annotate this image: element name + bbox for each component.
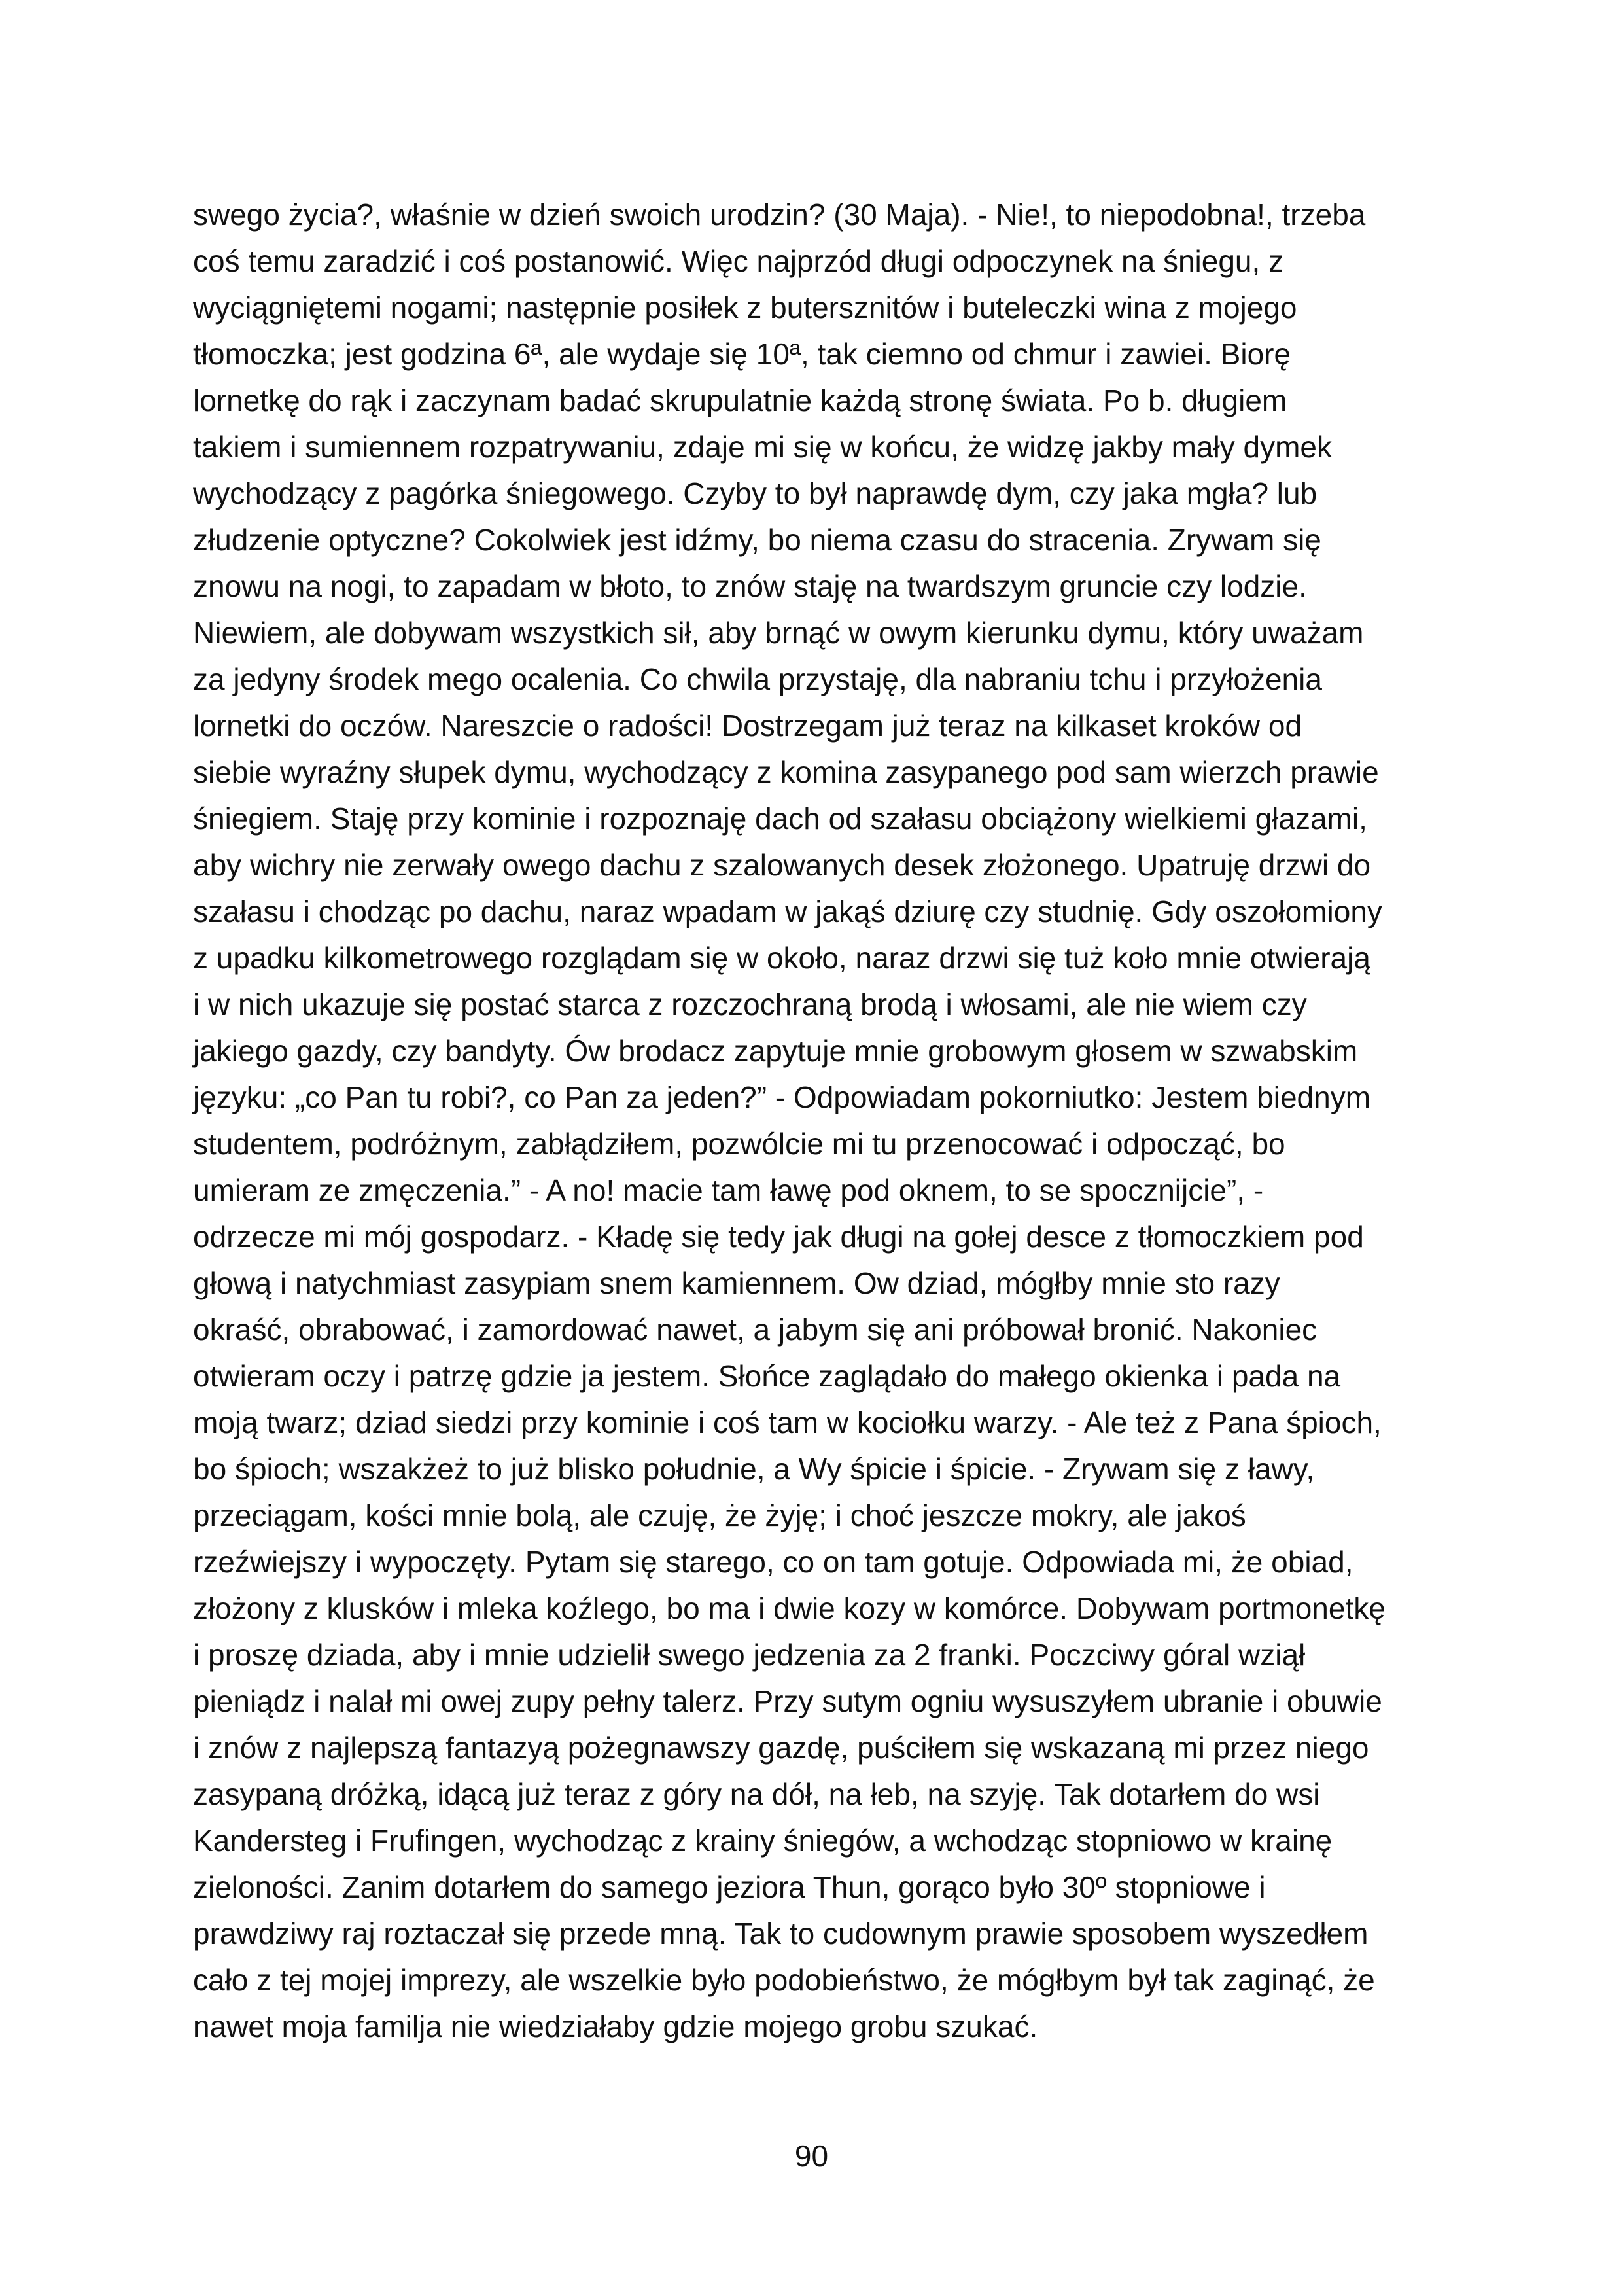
text-line: pieniądz i nalał mi owej zupy pełny talerz. Przy sutym ogniu wysuszyłem ubranie i obuwie	[193, 1684, 1382, 1718]
text-line: wychodzący z pagórka śniegowego. Czyby to był naprawdę dym, czy jaka mgła? lub	[193, 476, 1318, 510]
text-line: prawdziwy raj roztaczał się przede mną. Tak to cudownym prawie sposobem wyszedłem	[193, 1916, 1369, 1951]
text-line: i proszę dziada, aby i mnie udzielił swego jedzenia za 2 franki. Poczciwy góral wziął	[193, 1638, 1306, 1672]
text-line: przeciągam, kości mnie bolą, ale czuję, że żyję; i choć jeszcze mokry, ale jakoś	[193, 1498, 1246, 1532]
text-line: umieram ze zmęczenia.” - A no! macie tam ławę pod oknem, to se spocznijcie”, -	[193, 1173, 1264, 1207]
text-line: rzeźwiejszy i wypoczęty. Pytam się starego, co on tam gotuje. Odpowiada mi, że obiad,	[193, 1545, 1353, 1579]
text-line: tłomoczka; jest godzina 6ª, ale wydaje się 10ª, tak ciemno od chmur i zawiei. Biorę	[193, 337, 1291, 371]
text-line: zasypaną dróżką, idącą już teraz z góry na dół, na łeb, na szyję. Tak dotarłem do wsi	[193, 1777, 1320, 1811]
text-line: Kandersteg i Frufingen, wychodząc z krainy śniegów, a wchodząc stopniowo w krainę	[193, 1824, 1333, 1858]
text-line: śniegiem. Staję przy kominie i rozpoznaję dach od szałasu obciążony wielkiemi głazami,	[193, 802, 1367, 836]
text-line: otwieram oczy i patrzę gdzie ja jestem. Słońce zaglądało do małego okienka i pada na	[193, 1359, 1341, 1393]
text-line: jakiego gazdy, czy bandyty. Ów brodacz zapytuje mnie grobowym głosem w szwabskim	[193, 1034, 1358, 1068]
text-line: szałasu i chodząc po dachu, naraz wpadam w jakąś dziurę czy studnię. Gdy oszołomiony	[193, 894, 1382, 928]
text-line: lornetkę do rąk i zaczynam badać skrupulatnie każdą stronę świata. Po b. długiem	[193, 383, 1287, 417]
body-text	[193, 192, 1462, 2050]
text-line: nawet moja familja nie wiedziałaby gdzie mojego grobu szukać.	[193, 2009, 1038, 2043]
text-line: cało z tej mojej imprezy, ale wszelkie było podobieństwo, że mógłbym był tak zaginąć, że	[193, 1963, 1375, 1997]
text-line: odrzecze mi mój gospodarz. - Kładę się tedy jak długi na gołej desce z tłomoczkiem pod	[193, 1220, 1364, 1254]
text-line: studentem, podróżnym, zabłądziłem, pozwólcie mi tu przenocować i odpocząć, bo	[193, 1127, 1285, 1161]
text-line: i znów z najlepszą fantazyą pożegnawszy gazdę, puściłem się wskazaną mi przez niego	[193, 1731, 1369, 1765]
text-line: bo śpioch; wszakżeż to już blisko południe, a Wy śpicie i śpicie. - Zrywam się z ławy,	[193, 1452, 1315, 1486]
text-line: lornetki do oczów. Nareszcie o radości! Dostrzegam już teraz na kilkaset kroków od	[193, 709, 1302, 743]
text-line: coś temu zaradzić i coś postanowić. Więc najprzód długi odpoczynek na śniegu, z	[193, 244, 1284, 278]
text-line: z upadku kilkometrowego rozglądam się w około, naraz drzwi się tuż koło mnie otwierają	[193, 941, 1370, 975]
text-line: okraść, obrabować, i zamordować nawet, a jabym się ani próbował bronić. Nakoniec	[193, 1313, 1318, 1347]
text-line: zieloności. Zanim dotarłem do samego jeziora Thun, gorąco było 30º stopniowe i	[193, 1870, 1266, 1904]
text-line: swego życia?, właśnie w dzień swoich urodzin? (30 Maja). - Nie!, to niepodobna!, trzeba	[193, 198, 1366, 232]
text-line: głową i natychmiast zasypiam snem kamiennem. Ow dziad, mógłby mnie sto razy	[193, 1266, 1280, 1300]
text-line: moją twarz; dziad siedzi przy kominie i coś tam w kociołku warzy. - Ale też z Pana śpioch,	[193, 1405, 1382, 1439]
text-line: Niewiem, ale dobywam wszystkich sił, aby brnąć w owym kierunku dymu, który uważam	[193, 616, 1364, 650]
text-line: za jedyny środek mego ocalenia. Co chwila przystaję, dla nabraniu tchu i przyłożenia	[193, 662, 1322, 696]
text-line: i w nich ukazuje się postać starca z rozczochraną brodą i włosami, ale nie wiem czy	[193, 987, 1307, 1021]
text-line: takiem i sumiennem rozpatrywaniu, zdaje mi się w końcu, że widzę jakby mały dymek	[193, 430, 1332, 464]
text-line: języku: „co Pan tu robi?, co Pan za jeden?” - Odpowiadam pokorniutko: Jestem biednym	[193, 1080, 1371, 1114]
page-number: 90	[794, 2139, 829, 2173]
text-line: złudzenie optyczne? Cokolwiek jest idźmy, bo niema czasu do stracenia. Zrywam się	[193, 523, 1321, 557]
text-line: siebie wyraźny słupek dymu, wychodzący z komina zasypanego pod sam wierzch prawie	[193, 755, 1379, 789]
text-line: wyciągniętemi nogami; następnie posiłek z butersznitów i buteleczki wina z mojego	[193, 291, 1297, 325]
text-line: złożony z klusków i mleka koźlego, bo ma i dwie kozy w komórce. Dobywam portmonetkę	[193, 1591, 1386, 1625]
text-line: aby wichry nie zerwały owego dachu z szalowanych desek złożonego. Upatruję drzwi do	[193, 848, 1371, 882]
text-line: znowu na nogi, to zapadam w błoto, to znów staję na twardszym gruncie czy lodzie.	[193, 569, 1307, 603]
